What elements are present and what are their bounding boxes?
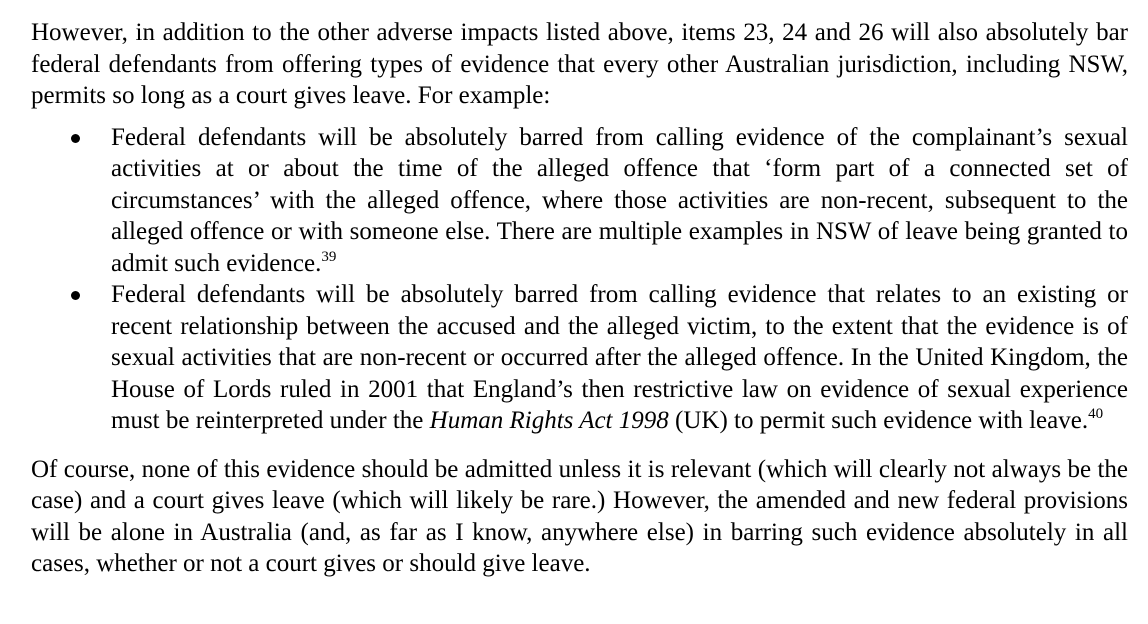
bullet-icon: [71, 291, 80, 300]
bullet-item-2-text-after: (UK) to permit such evidence with leave.: [668, 407, 1089, 434]
footnote-ref-39[interactable]: 39: [321, 248, 337, 265]
statute-title: Human Rights Act 1998: [429, 407, 669, 434]
intro-paragraph: However, in addition to the other adverse impacts listed above, items 23, 24 and 26 will also absolutely bar federal defendants from offering types of evidence that every other Australian jurisdiction, including NSW, permits so long as a court gives leave. For example:: [31, 19, 1128, 109]
closing-paragraph: Of course, none of this evidence should be admitted unless it is relevant (which will clearly not always be the case) and a court gives leave (which will likely be rare.) However, the amended and new federal provisions will be alone in Australia (and, as far as I know, anywhere else) in barring such evidence absolutely in all cases, whether or not a court gives or should give leave.: [31, 455, 1128, 577]
bullet-list: [31, 122, 1128, 437]
bullet-item-2-text-before: Federal defendants will be absolutely barred from calling evidence that relates to an existing or recent relationship between the accused and the alleged victim, to the extent that the evidence is of sexual activities that are non-recent or occurred after the alleged offence. In the United Kingdom, the House of Lords ruled in 2001 that England’s then restrictive law on evidence of sexual experience must be reinterpreted under the: [111, 281, 1128, 434]
bullet-item-2: [31, 279, 1128, 437]
bullet-icon: [71, 134, 80, 143]
footnote-ref-40[interactable]: 40: [1088, 406, 1104, 422]
bullet-item-1-text: Federal defendants will be absolutely barred from calling evidence of the complainant’s sexual activities at or about the time of the alleged offence that ‘form part of a connected set of circumstances’ with the alleged offence, where those activities are non-recent, subsequent to the alleged offence or with someone else. There are multiple examples in NSW of leave being granted to admit such evidence.: [111, 123, 1128, 277]
document-page: [31, 17, 1128, 580]
bullet-item-1: [31, 122, 1128, 280]
